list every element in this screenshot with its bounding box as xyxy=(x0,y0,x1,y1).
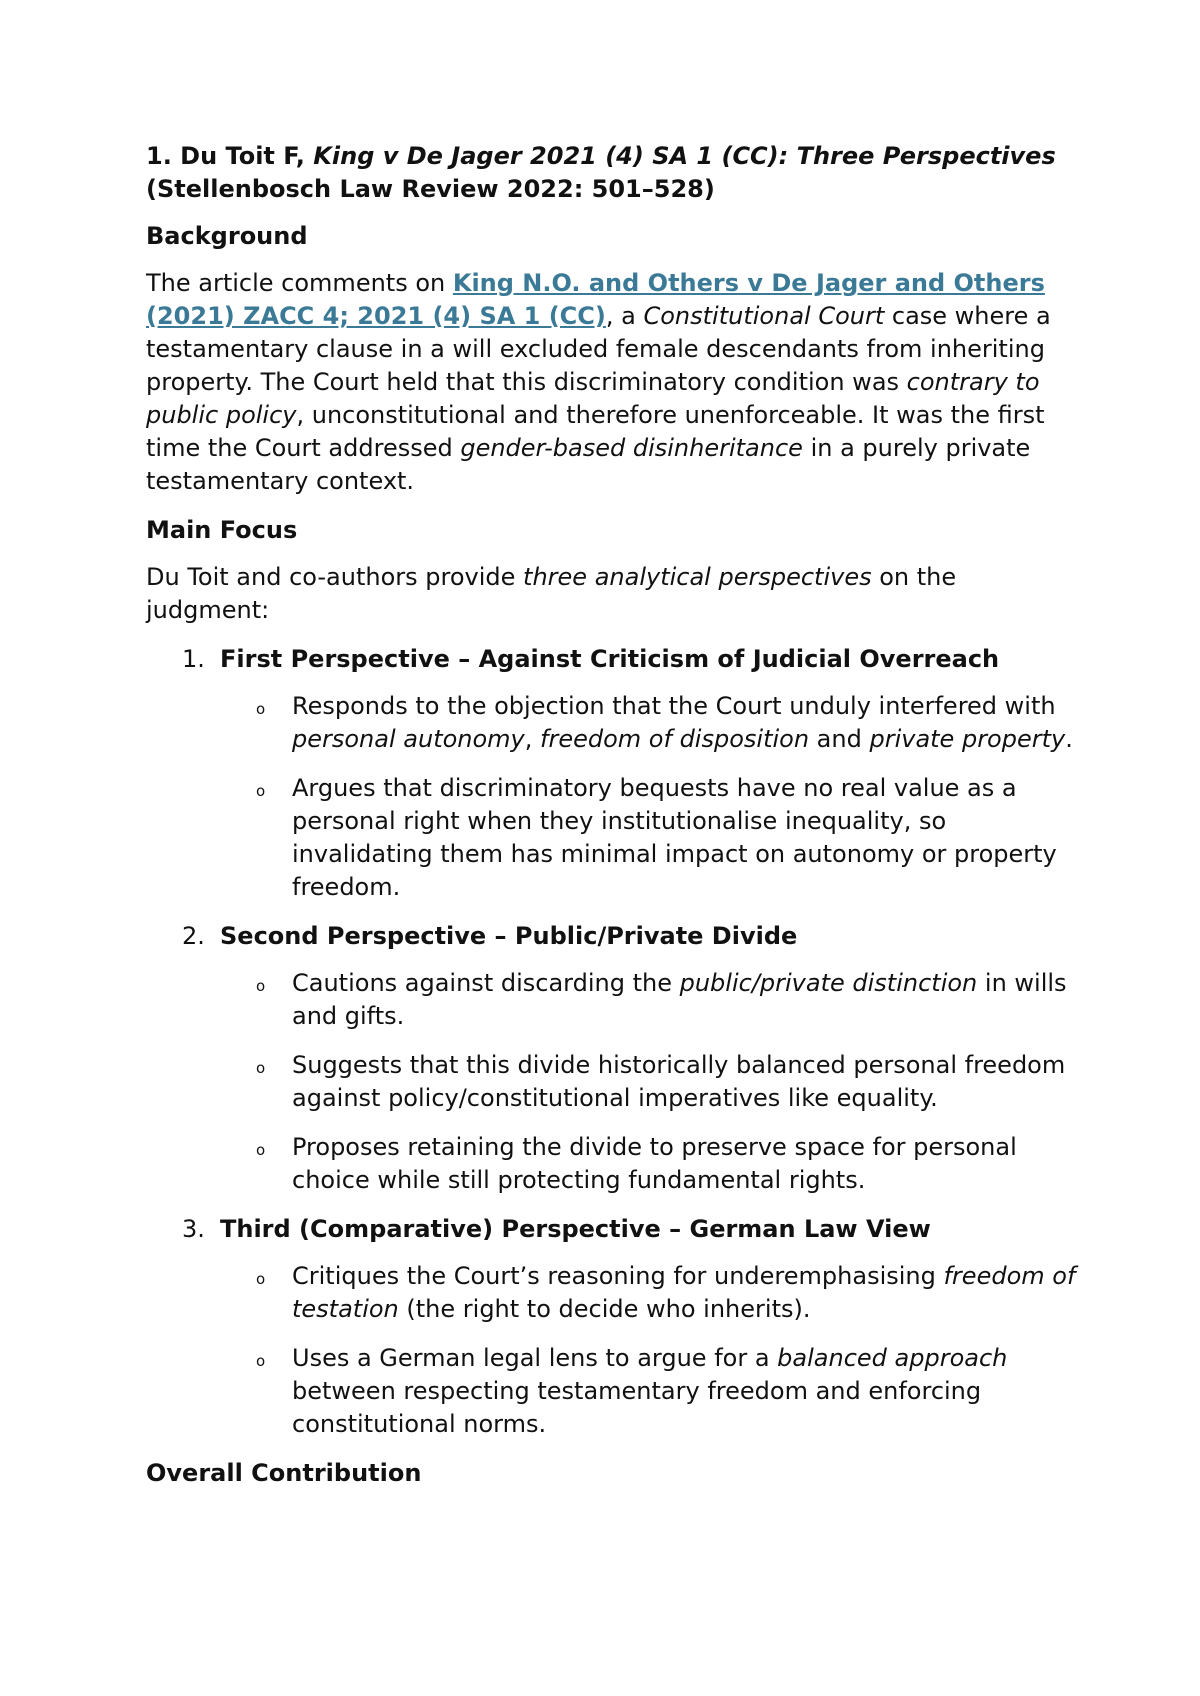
text-run: Proposes retaining the divide to preserve space for personal choice while still protecting fundamental rights. xyxy=(292,1133,1017,1194)
list-item xyxy=(146,967,1076,1033)
italic-run: balanced approach xyxy=(777,1344,1008,1372)
text-run: Uses a German legal lens to argue for a xyxy=(292,1344,778,1372)
background-heading: Background xyxy=(146,222,308,250)
italic-run: contrary to public policy xyxy=(146,368,1040,429)
italic-run: private property xyxy=(869,725,1066,753)
italic-run: personal autonomy xyxy=(292,725,525,753)
italic-run: Constitutional Court xyxy=(643,302,885,330)
text-run: , a xyxy=(605,302,644,330)
list-item xyxy=(146,1260,1076,1326)
text-run: case where a testamentary clause in a will excluded female descendants from inheriting property. The Court held that this discriminatory condition was xyxy=(146,302,1051,396)
perspective-title: Third (Comparative) Perspective – German Law View xyxy=(220,1215,931,1243)
list-item xyxy=(146,1131,1076,1197)
text-run: . xyxy=(1065,725,1073,753)
bullet-icon: o xyxy=(256,1270,266,1288)
italic-run: gender-based disinheritance xyxy=(460,434,803,462)
perspective-1-heading xyxy=(146,643,1076,676)
text-run: Cautions against discarding the xyxy=(292,969,680,997)
title-prefix: 1. Du Toit F, xyxy=(146,142,314,170)
main-focus-paragraph xyxy=(146,561,1076,627)
italic-run: freedom of testation xyxy=(292,1262,1076,1323)
italic-run: three analytical perspectives xyxy=(523,563,872,591)
title-suffix: (Stellenbosch Law Review 2022: 501–528) xyxy=(146,175,715,203)
perspective-3-heading xyxy=(146,1213,1076,1246)
text-run: (the right to decide who inherits). xyxy=(398,1295,811,1323)
document-body xyxy=(146,140,1076,1504)
text-run: Critiques the Court’s reasoning for underemphasising xyxy=(292,1262,944,1290)
text-run: in a purely private testamentary context. xyxy=(146,434,1031,495)
list-item xyxy=(146,1049,1076,1115)
perspective-3-bullets xyxy=(146,1260,1076,1441)
italic-run: public/private distinction xyxy=(679,969,978,997)
article-title xyxy=(146,140,1076,206)
title-italic: King v De Jager 2021 (4) SA 1 (CC): Three Perspectives xyxy=(313,142,1056,170)
overall-contribution-heading: Overall Contribution xyxy=(146,1459,422,1487)
text-run: , xyxy=(524,725,541,753)
list-number: 3. xyxy=(182,1215,205,1243)
bullet-icon: o xyxy=(256,977,266,995)
bullet-icon: o xyxy=(256,1141,266,1159)
text-run: The article comments on xyxy=(146,269,453,297)
bullet-icon: o xyxy=(256,700,266,718)
bullet-icon: o xyxy=(256,782,266,800)
bullet-icon: o xyxy=(256,1352,266,1370)
perspective-2-heading xyxy=(146,920,1076,953)
list-item xyxy=(146,1342,1076,1441)
text-run: in wills and gifts. xyxy=(292,969,1067,1030)
text-run: and xyxy=(809,725,870,753)
text-run: , unconstitutional and therefore unenforceable. It was the first time the Court addressed xyxy=(146,401,1045,462)
list-number: 2. xyxy=(182,922,205,950)
text-run: Argues that discriminatory bequests have no real value as a personal right when they institutionalise inequality, so invalidating them has minimal impact on autonomy or property freedom. xyxy=(292,774,1057,901)
list-item xyxy=(146,690,1076,756)
text-run: Responds to the objection that the Court unduly interfered with xyxy=(292,692,1056,720)
bullet-icon: o xyxy=(256,1059,266,1077)
case-citation-link[interactable]: King N.O. and Others v De Jager and Others (2021) ZACC 4; 2021 (4) SA 1 (CC) xyxy=(146,269,1045,330)
main-focus-heading: Main Focus xyxy=(146,516,298,544)
list-item xyxy=(146,772,1076,904)
perspective-1-bullets xyxy=(146,690,1076,904)
background-paragraph xyxy=(146,267,1076,498)
text-run: Du Toit and co-authors provide xyxy=(146,563,524,591)
perspective-2-bullets xyxy=(146,967,1076,1197)
perspective-title: First Perspective – Against Criticism of Judicial Overreach xyxy=(220,645,1000,673)
text-run: Suggests that this divide historically balanced personal freedom against policy/constitutional imperatives like equality. xyxy=(292,1051,1066,1112)
list-number: 1. xyxy=(182,645,205,673)
text-run: between respecting testamentary freedom and enforcing constitutional norms. xyxy=(292,1377,982,1438)
text-run: on the judgment: xyxy=(146,563,957,624)
perspective-title: Second Perspective – Public/Private Divide xyxy=(220,922,798,950)
italic-run: freedom of disposition xyxy=(540,725,810,753)
